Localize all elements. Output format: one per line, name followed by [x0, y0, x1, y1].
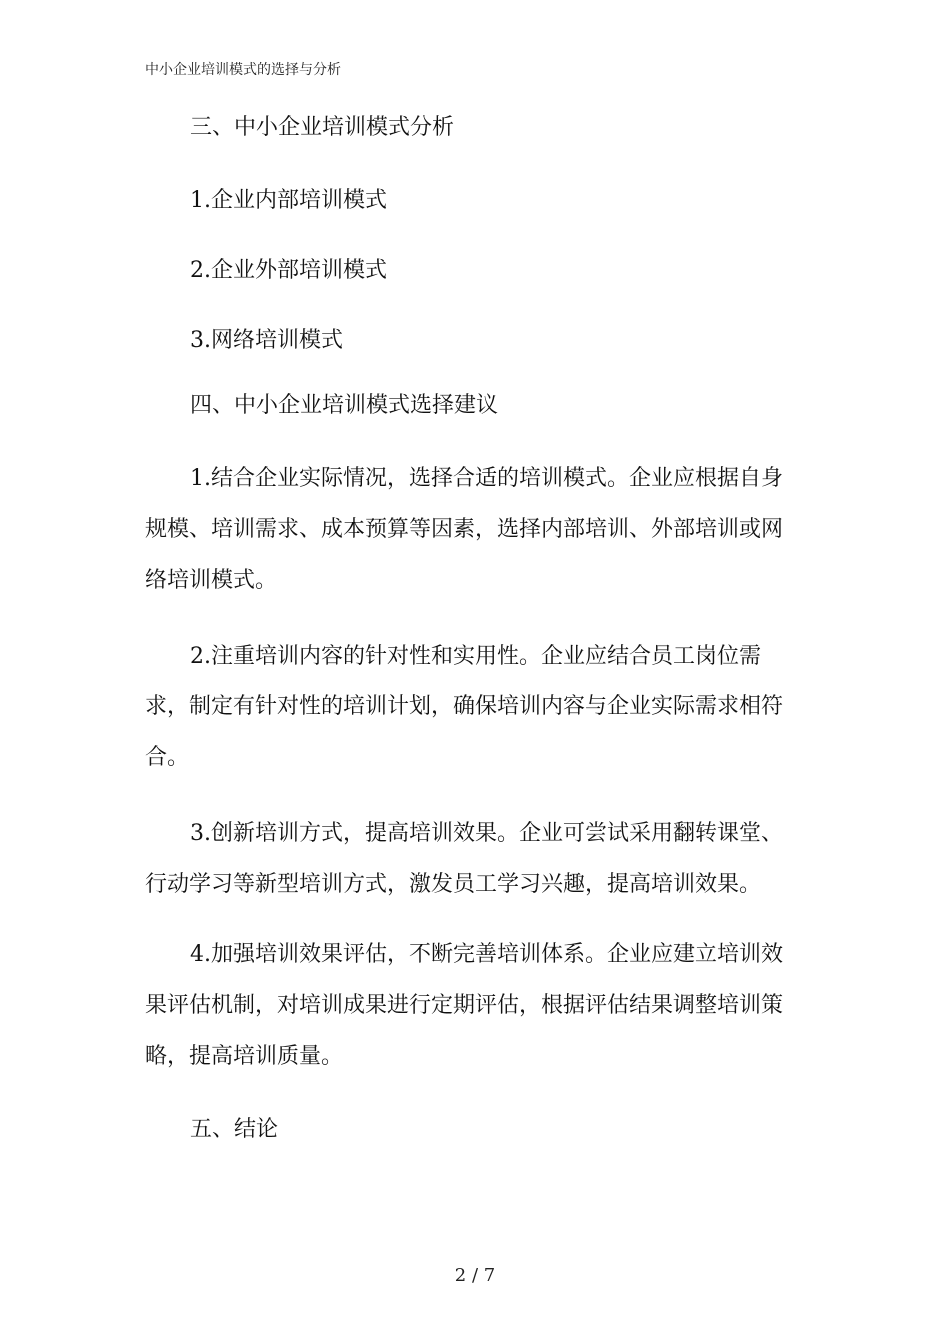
paragraph-line: 规模、培训需求、成本预算等因素，选择内部培训、外部培训或网 [145, 517, 784, 542]
paragraph-line: 3.创新培训方式，提高培训效果。企业可尝试采用翻转课堂、 [190, 821, 783, 846]
paragraph-line: 2.注重培训内容的针对性和实用性。企业应结合员工岗位需 [190, 644, 761, 669]
list-item-internal-training: 1.企业内部培训模式 [190, 188, 387, 213]
paragraph-line: 行动学习等新型培训方式，激发员工学习兴趣，提高培训效果。 [145, 872, 762, 897]
paragraph-line: 略，提高培训质量。 [145, 1044, 344, 1069]
page-number: 2 / 7 [454, 1265, 496, 1286]
section-heading-analysis: 三、中小企业培训模式分析 [190, 115, 455, 140]
paragraph-line: 1.结合企业实际情况，选择合适的培训模式。企业应根据自身 [190, 466, 783, 491]
section-heading-conclusion: 五、结论 [190, 1117, 279, 1142]
paragraph-line: 4.加强培训效果评估，不断完善培训体系。企业应建立培训效 [190, 942, 783, 967]
paragraph-line: 合。 [145, 745, 190, 770]
list-item-online-training: 3.网络培训模式 [190, 328, 343, 353]
paragraph-line: 求，制定有针对性的培训计划，确保培训内容与企业实际需求相符 [145, 694, 784, 719]
paragraph-line: 络培训模式。 [145, 568, 278, 593]
paragraph-line: 果评估机制，对培训成果进行定期评估，根据评估结果调整培训策 [145, 993, 784, 1018]
section-heading-suggestions: 四、中小企业培训模式选择建议 [190, 393, 499, 418]
list-item-external-training: 2.企业外部培训模式 [190, 258, 387, 283]
page-header: 中小企业培训模式的选择与分析 [145, 62, 341, 78]
